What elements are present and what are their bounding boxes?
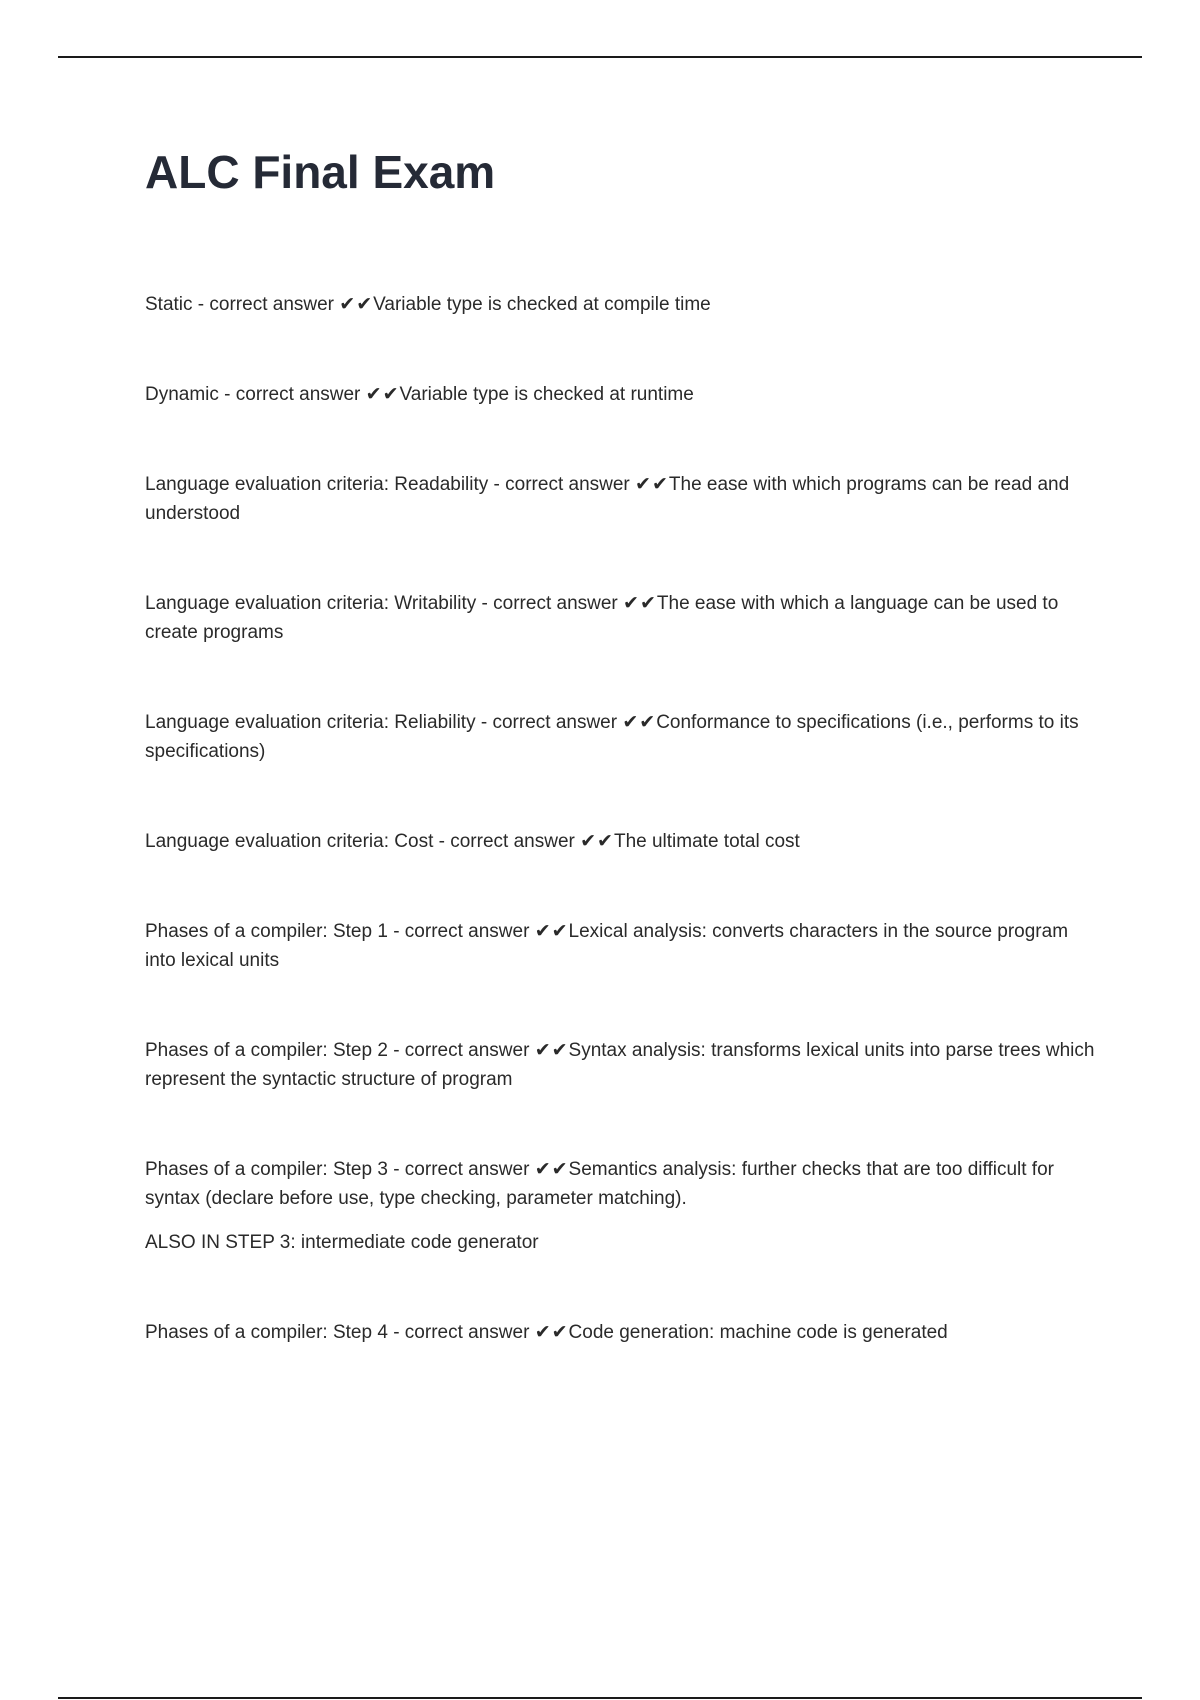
qa-term: Phases of a compiler: Step 4 [145, 1322, 388, 1343]
qa-item [145, 917, 1095, 975]
qa-separator: - correct answer [433, 831, 581, 852]
qa-item [145, 290, 1095, 319]
page-title: ALC Final Exam [145, 146, 496, 198]
qa-item [145, 827, 1095, 856]
qa-separator: - correct answer [192, 294, 340, 315]
double-check-icon: ✔✔ [534, 1322, 569, 1343]
qa-extra-note: ALSO IN STEP 3: intermediate code generator [145, 1232, 539, 1253]
top-divider [58, 56, 1142, 58]
qa-answer: Syntax analysis: transforms lexical units into parse trees which represent the syntactic structure of program [145, 1040, 1095, 1090]
qa-separator: - correct answer [488, 474, 636, 495]
qa-answer: Code generation: machine code is generated [568, 1322, 948, 1343]
qa-term: Dynamic [145, 384, 219, 405]
double-check-icon: ✔✔ [365, 384, 400, 405]
qa-item [145, 1318, 1095, 1347]
qa-answer: Variable type is checked at compile time [373, 294, 711, 315]
qa-item [145, 470, 1095, 528]
qa-separator: - correct answer [218, 384, 366, 405]
qa-item [145, 1036, 1095, 1094]
qa-answer: The ease with which programs can be read and understood [145, 474, 1070, 524]
qa-answer: Lexical analysis: converts characters in the source program into lexical units [145, 921, 1069, 971]
qa-term: Language evaluation criteria: Cost [145, 831, 434, 852]
qa-term: Language evaluation criteria: Writability [145, 593, 477, 614]
qa-item [145, 1155, 1095, 1257]
double-check-icon: ✔✔ [339, 294, 374, 315]
qa-item [145, 708, 1095, 766]
qa-item [145, 589, 1095, 647]
qa-separator: - correct answer [476, 593, 624, 614]
qa-item [145, 380, 1095, 409]
qa-term: Language evaluation criteria: Readability [145, 474, 489, 495]
double-check-icon: ✔✔ [580, 831, 614, 852]
double-check-icon: ✔✔ [534, 1159, 569, 1180]
qa-separator: - correct answer [387, 1040, 535, 1061]
bottom-divider [58, 1697, 1142, 1699]
double-check-icon: ✔✔ [635, 474, 669, 495]
double-check-icon: ✔✔ [622, 712, 657, 733]
double-check-icon: ✔✔ [623, 593, 657, 614]
qa-term: Phases of a compiler: Step 1 [145, 921, 388, 942]
double-check-icon: ✔✔ [534, 921, 569, 942]
qa-answer: The ease with which a language can be used to create programs [145, 593, 1059, 643]
qa-separator: - correct answer [475, 712, 623, 733]
qa-answer: The ultimate total cost [613, 831, 800, 852]
qa-term: Phases of a compiler: Step 2 [145, 1040, 388, 1061]
qa-separator: - correct answer [387, 921, 535, 942]
qa-answer: Variable type is checked at runtime [399, 384, 694, 405]
qa-list [145, 290, 1095, 1408]
qa-separator: - correct answer [387, 1322, 535, 1343]
qa-answer: Conformance to specifications (i.e., performs to its specifications) [145, 712, 1079, 762]
qa-separator: - correct answer [387, 1159, 535, 1180]
qa-answer: Semantics analysis: further checks that are too difficult for syntax (declare before use, type checking, parameter matching). [145, 1159, 1054, 1209]
qa-term: Static [145, 294, 193, 315]
double-check-icon: ✔✔ [534, 1040, 569, 1061]
qa-term: Phases of a compiler: Step 3 [145, 1159, 388, 1180]
qa-term: Language evaluation criteria: Reliability [145, 712, 476, 733]
